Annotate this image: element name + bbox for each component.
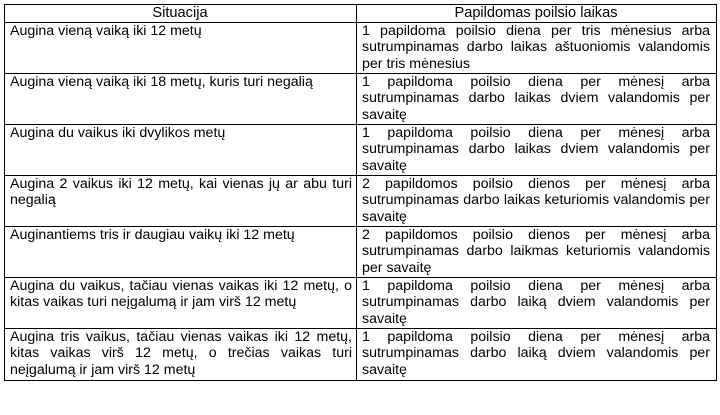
situation-cell: Augina du vaikus, tačiau vienas vaikas iki 12 metų, o kitas vaikas turi neįgalumą ir jam virš 12 metų [5, 278, 357, 329]
leave-cell: 2 papildomos poilsio dienos per mėnesį arba sutrumpinamas darbo laikas keturiomis valandomis per savaitę [357, 176, 717, 227]
leave-cell: 1 papildoma poilsio diena per mėnesį arba sutrumpinamas darbo laiką dviem valandomis per savaitę [357, 329, 717, 381]
table-row [5, 227, 717, 278]
table-row [5, 176, 717, 227]
table-row [5, 74, 717, 125]
situation-cell: Augina vieną vaiką iki 18 metų, kuris turi negalią [5, 74, 357, 125]
situation-cell: Auginantiems tris ir daugiau vaikų iki 12 metų [5, 227, 357, 278]
header-situation: Situacija [5, 5, 357, 23]
table-row [5, 23, 717, 74]
table-row [5, 329, 717, 381]
situation-cell: Augina vieną vaiką iki 12 metų [5, 23, 357, 74]
leave-cell: 1 papildoma poilsio diena per mėnesį arba sutrumpinamas darbo laiką dviem valandomis per savaitę [357, 278, 717, 329]
leave-cell: 1 papildoma poilsio diena per tris mėnesius arba sutrumpinamas darbo laikas aštuoniomis valandomis per tris mėnesius [357, 23, 717, 74]
leave-cell: 1 papildoma poilsio diena per mėnesį arba sutrumpinamas darbo laikas dviem valandomis per savaitę [357, 74, 717, 125]
leave-cell: 2 papildomos poilsio dienos per mėnesį arba sutrumpinamas darbo laikmas keturiomis valandomis per savaitę [357, 227, 717, 278]
leave-table [4, 4, 717, 381]
table-row [5, 278, 717, 329]
situation-cell: Augina tris vaikus, tačiau vienas vaikas iki 12 metų, kitas vaikas virš 12 metų, o trečias vaikas turi neįgalumą ir jam virš 12 metų [5, 329, 357, 381]
header-leave: Papildomas poilsio laikas [357, 5, 717, 23]
leave-cell: 1 papildoma poilsio diena per mėnesį arba sutrumpinamas darbo laikas dviem valandomis per savaitę [357, 125, 717, 176]
table-header-row [5, 5, 717, 23]
situation-cell: Augina du vaikus iki dvylikos metų [5, 125, 357, 176]
table-row [5, 125, 717, 176]
situation-cell: Augina 2 vaikus iki 12 metų, kai vienas jų ar abu turi negalią [5, 176, 357, 227]
